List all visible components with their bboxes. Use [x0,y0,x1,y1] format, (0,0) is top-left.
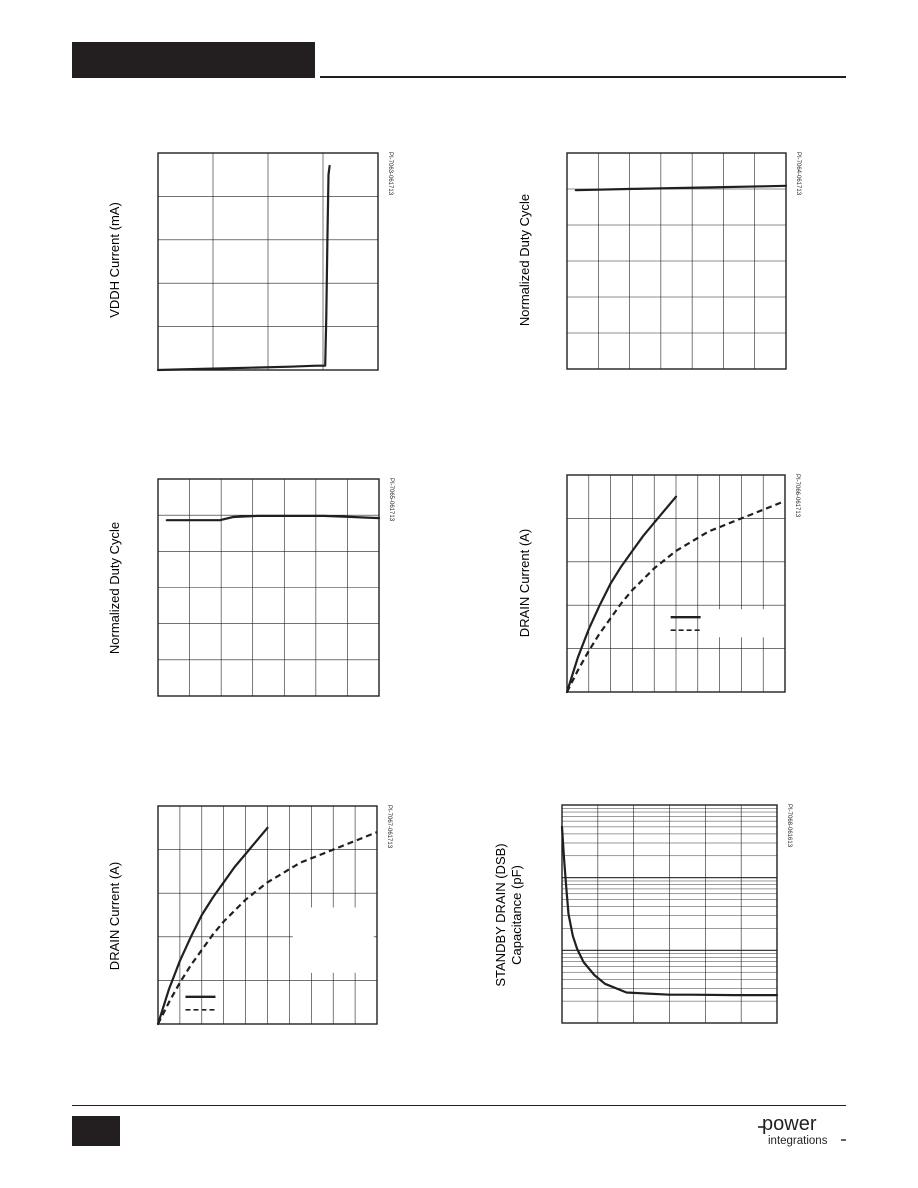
chart-5 [561,804,778,1024]
footer-page-block [72,1116,120,1146]
logo-word-integrations: integrations [768,1135,828,1147]
power-integrations-logo [756,1113,848,1147]
logo-word-power: power [762,1113,817,1135]
legend-box [293,907,374,972]
chart-4 [157,805,378,1025]
chart-0-ylabel: VDDH Current (mA) [107,202,122,318]
chart-4-doc-id: PI-7067-061713 [386,805,392,849]
chart-3-doc-id: PI-7066-061713 [794,474,800,518]
chart-3 [566,474,786,693]
chart-0-doc-id: PI-7063-061713 [387,152,393,196]
chart-5-ylabel [493,825,527,1005]
legend-box [705,609,782,637]
header-rule [320,76,846,78]
chart-3-ylabel: DRAIN Current (A) [517,528,532,638]
header-bar [72,42,315,78]
chart-1 [566,152,787,370]
chart-1-ylabel: Normalized Duty Cycle [517,193,532,327]
footer-rule [72,1105,846,1106]
chart-5-ylabel-line2: Capacitance (pF) [509,865,524,965]
chart-1-doc-id: PI-7064-061713 [795,152,801,196]
chart-4-ylabel: DRAIN Current (A) [107,861,122,971]
chart-5-ylabel-line1: STANDBY DRAIN (DSB) [493,843,508,987]
chart-2-doc-id: PI-7065-061713 [388,478,394,522]
chart-5-doc-id: PI-7068-061613 [786,804,792,848]
chart-2-ylabel: Normalized Duty Cycle [107,521,122,655]
chart-0 [157,152,379,371]
chart-2 [157,478,380,697]
